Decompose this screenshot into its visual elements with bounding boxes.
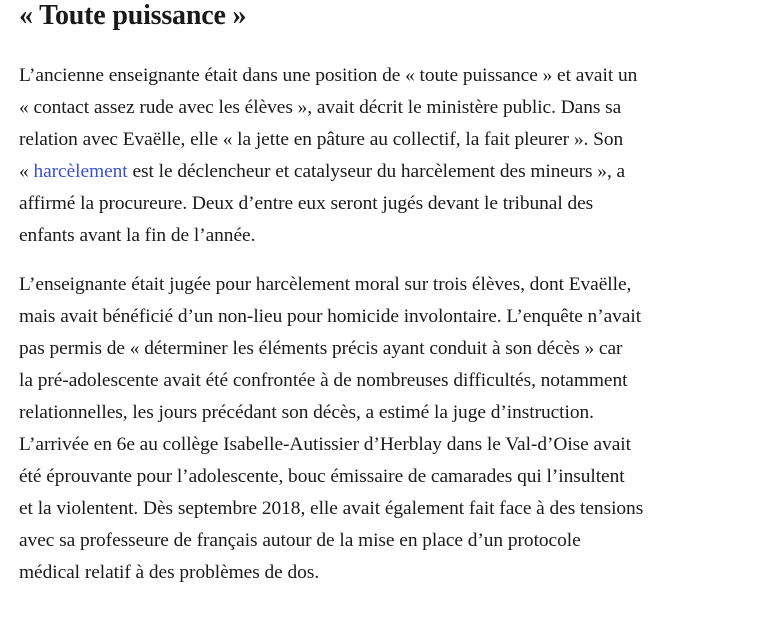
paragraph-2 (19, 269, 747, 589)
paragraph-1-line-2: « contact assez rude avec les élèves », avait décrit le ministère public. Dans sa (19, 97, 622, 118)
paragraph-1 (19, 60, 747, 252)
paragraph-2-line-4: la pré-adolescente avait été confrontée à de nombreuses difficultés, notamment (19, 370, 628, 391)
paragraph-2-line-1: L’enseignante était jugée pour harcèlement moral sur trois élèves, dont Evaëlle, (19, 274, 632, 295)
paragraph-2-line-7: été éprouvante pour l’adolescente, bouc émissaire de camarades qui l’insultent (19, 466, 625, 487)
paragraph-2-line-2: mais avait bénéficié d’un non-lieu pour homicide involontaire. L’enquête n’avait (19, 306, 642, 327)
line-4-prefix: « (19, 161, 34, 182)
section-heading: « Toute puissance » (19, 0, 247, 31)
paragraph-2-line-5: relationnelles, les jours précédant son décès, a estimé la juge d’instruction. (19, 402, 594, 423)
paragraph-1-line-3: relation avec Evaëlle, elle « la jette en pâture au collectif, la fait pleurer ». Son (19, 129, 624, 150)
line-4-suffix: est le déclencheur et catalyseur du harcèlement des mineurs », a (127, 161, 626, 182)
paragraph-1-line-6: enfants avant la fin de l’année. (19, 225, 256, 246)
article-body (19, 0, 747, 589)
paragraph-2-line-6: L’arrivée en 6e au collège Isabelle-Autissier d’Herblay dans le Val-d’Oise avait (19, 434, 631, 455)
paragraph-2-line-8: et la violentent. Dès septembre 2018, elle avait également fait face à des tensions (19, 498, 644, 519)
paragraph-1-line-4 (19, 156, 747, 188)
harcelement-link[interactable]: harcèlement (33, 161, 128, 182)
paragraph-1-line-1: L’ancienne enseignante était dans une position de « toute puissance » et avait un (19, 65, 638, 86)
paragraph-2-line-10: médical relatif à des problèmes de dos. (19, 562, 320, 583)
paragraph-2-line-3: pas permis de « déterminer les éléments précis ayant conduit à son décès » car (19, 338, 623, 359)
paragraph-2-line-9: avec sa professeure de français autour de la mise en place d’un protocole (19, 530, 581, 551)
paragraph-1-line-5: affirmé la procureure. Deux d’entre eux seront jugés devant le tribunal des (19, 193, 594, 214)
